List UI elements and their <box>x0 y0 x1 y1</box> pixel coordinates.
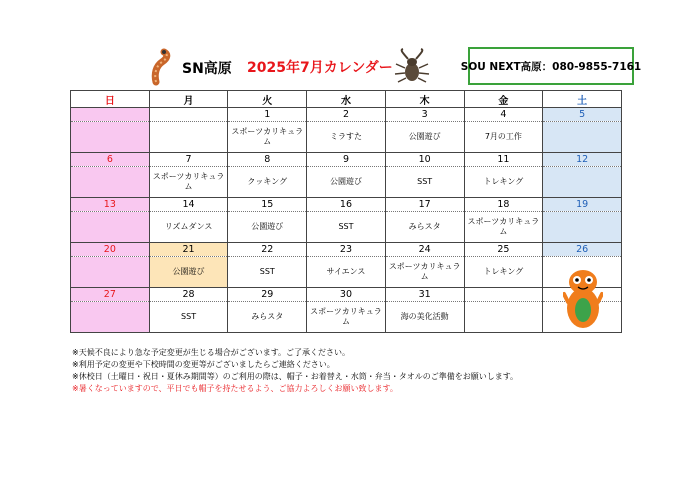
date-cell: 11 <box>464 153 543 167</box>
activity-cell: SST <box>385 167 464 198</box>
date-cell: 14 <box>149 198 228 212</box>
weekday-sat: 土 <box>543 91 622 108</box>
weekday-sun: 日 <box>71 91 150 108</box>
activity-cell: SST <box>149 302 228 333</box>
note-line: ※利用予定の変更や下校時間の変更等がございましたらご連絡ください。 <box>72 360 335 369</box>
activity-cell: スポーツカリキュラム <box>228 122 307 153</box>
weekday-header-row <box>71 91 622 108</box>
date-cell: 25 <box>464 243 543 257</box>
weekday-fri: 金 <box>464 91 543 108</box>
note-line-warning: ※暑くなっていますので、平日でも帽子を持たせるよう、ご協力よろしくお願い致します。 <box>72 384 398 393</box>
activity-cell <box>543 167 622 198</box>
activity-cell: スポーツカリキュラム <box>149 167 228 198</box>
date-row <box>71 198 622 212</box>
date-cell: 29 <box>228 288 307 302</box>
activity-cell: みらスタ <box>228 302 307 333</box>
date-cell: 22 <box>228 243 307 257</box>
date-cell: 4 <box>464 108 543 122</box>
activity-cell: 海の美化活動 <box>385 302 464 333</box>
date-cell: 24 <box>385 243 464 257</box>
note-line: ※天候不良により急な予定変更が生じる場合がございます。ご了承ください。 <box>72 348 351 357</box>
weekday-wed: 水 <box>307 91 386 108</box>
activity-cell: リズムダンス <box>149 212 228 243</box>
activity-cell: 公園遊び <box>228 212 307 243</box>
activity-cell: ミラすた <box>307 122 386 153</box>
date-cell: 2 <box>307 108 386 122</box>
date-row <box>71 153 622 167</box>
stag-beetle-icon <box>390 48 434 84</box>
activity-cell <box>71 167 150 198</box>
activity-cell: 7月の工作 <box>464 122 543 153</box>
activity-cell: スポーツカリキュラム <box>307 302 386 333</box>
activity-cell: スポーツカリキュラム <box>464 212 543 243</box>
notes-section <box>72 347 518 395</box>
date-cell: 28 <box>149 288 228 302</box>
date-cell: 3 <box>385 108 464 122</box>
date-cell <box>71 108 150 122</box>
activity-row <box>71 257 622 288</box>
date-row <box>71 243 622 257</box>
activity-cell: トレキング <box>464 167 543 198</box>
weekday-thu: 木 <box>385 91 464 108</box>
activity-cell <box>71 212 150 243</box>
activity-cell: 公園遊び <box>385 122 464 153</box>
date-cell: 19 <box>543 198 622 212</box>
activity-row <box>71 212 622 243</box>
date-cell: 8 <box>228 153 307 167</box>
worm-logo-icon <box>150 48 178 86</box>
activity-cell: みらスタ <box>385 212 464 243</box>
page-title: 2025年7月カレンダー <box>247 60 393 76</box>
date-cell <box>464 288 543 302</box>
date-row <box>71 288 622 302</box>
weekday-tue: 火 <box>228 91 307 108</box>
activity-cell <box>543 122 622 153</box>
date-cell: 13 <box>71 198 150 212</box>
date-cell: 31 <box>385 288 464 302</box>
activity-cell: スポーツカリキュラム <box>385 257 464 288</box>
activity-cell: サイエンス <box>307 257 386 288</box>
date-cell: 20 <box>71 243 150 257</box>
activity-cell: SST <box>307 212 386 243</box>
date-cell: 16 <box>307 198 386 212</box>
date-cell: 1 <box>228 108 307 122</box>
date-row <box>71 108 622 122</box>
activity-cell <box>149 122 228 153</box>
date-cell: 12 <box>543 153 622 167</box>
activity-cell <box>71 302 150 333</box>
activity-row <box>71 302 622 333</box>
activity-cell <box>464 302 543 333</box>
date-cell: 17 <box>385 198 464 212</box>
activity-cell: クッキング <box>228 167 307 198</box>
activity-cell <box>71 257 150 288</box>
date-cell: 23 <box>307 243 386 257</box>
mascot-icon <box>563 268 603 330</box>
date-cell <box>149 108 228 122</box>
activity-row <box>71 167 622 198</box>
activity-cell: SST <box>228 257 307 288</box>
date-cell: 26 <box>543 243 622 257</box>
weekday-mon: 月 <box>149 91 228 108</box>
date-cell: 27 <box>71 288 150 302</box>
date-cell: 15 <box>228 198 307 212</box>
note-line: ※休校日（土曜日・祝日・夏休み期間等）のご利用の際は、帽子・お着替え・水筒・弁当・タオルのご準備をお願いします。 <box>72 372 519 381</box>
date-cell: 30 <box>307 288 386 302</box>
activity-cell: 公園遊び <box>307 167 386 198</box>
date-cell: 6 <box>71 153 150 167</box>
brand-name: SN高原 <box>182 61 232 77</box>
date-cell: 7 <box>149 153 228 167</box>
activity-cell <box>71 122 150 153</box>
date-cell: 9 <box>307 153 386 167</box>
calendar-table <box>70 90 622 333</box>
contact-box: SOU NEXT高原：080-9855-7161 <box>468 47 634 85</box>
activity-cell <box>543 212 622 243</box>
date-cell: 10 <box>385 153 464 167</box>
activity-cell-highlighted: 公園遊び <box>149 257 228 288</box>
activity-cell: トレキング <box>464 257 543 288</box>
date-cell: 5 <box>543 108 622 122</box>
date-cell: 18 <box>464 198 543 212</box>
activity-row <box>71 122 622 153</box>
date-cell-highlighted: 21 <box>149 243 228 257</box>
